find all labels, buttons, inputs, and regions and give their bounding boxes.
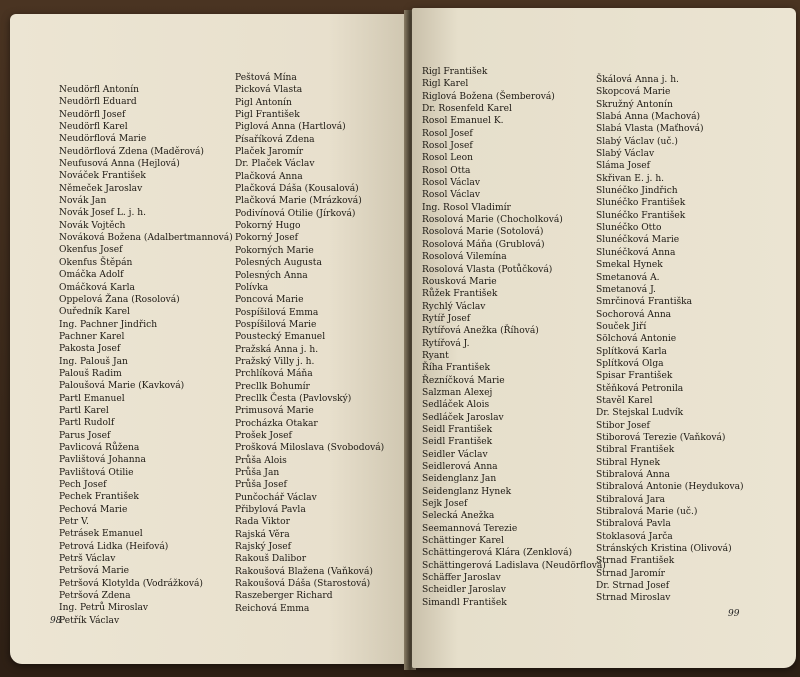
name-entry: Slunéčko František <box>596 198 686 209</box>
name-entry: Petršová Klotylda (Vodrážková) <box>59 578 203 589</box>
name-entry: Slunéčková Marie <box>596 235 680 246</box>
name-entry: Stibralová Antonie (Heydukova) <box>596 482 744 493</box>
name-entry: Pachner Karel <box>59 331 125 342</box>
name-entry: Skřivan E. j. h. <box>596 173 665 184</box>
name-entry: Slámа Josef <box>596 161 651 172</box>
name-entry: Rytířová Anežka (Říhová) <box>422 326 539 337</box>
name-entry: Riglová Božena (Šemberová) <box>422 91 555 102</box>
name-entry: Plačková Anna <box>235 171 303 182</box>
name-entry: Stránských Kristina (Olivová) <box>596 544 732 555</box>
name-entry: Smetanová A. <box>596 272 660 283</box>
name-entry: Rakoušová Dáša (Starostová) <box>235 579 371 590</box>
name-entry: Pokorný Josef <box>235 233 298 244</box>
name-entry: Stibralová Jara <box>596 494 666 505</box>
name-entry: Němeček Jaroslav <box>59 183 143 194</box>
name-entry: Schättingerová Klára (Zenklová) <box>422 548 573 559</box>
right-column-1 <box>422 66 606 609</box>
name-entry: Neudörfl Josef <box>59 109 126 120</box>
name-entry: Dr. Plaček Václav <box>235 159 315 170</box>
name-entry: Sedláček Jaroslav <box>422 412 504 423</box>
name-entry: Punčochář Václav <box>235 492 317 503</box>
name-entry: Písaříková Zdena <box>235 134 315 145</box>
name-entry: Rosol Václav <box>422 190 480 201</box>
right-page <box>412 8 796 668</box>
name-entry: Petrš Václav <box>59 554 116 565</box>
name-entry: Pechek František <box>59 492 139 503</box>
name-entry: Pech Josef <box>59 480 107 490</box>
name-entry: Okenfus Štěpán <box>59 257 133 268</box>
name-entry: Stibralová Marie (uč.) <box>596 507 698 518</box>
name-entry: Souček Jiří <box>596 321 647 332</box>
name-entry: Rychlý Václav <box>422 301 486 312</box>
name-entry: Prošková Miloslava (Svobodová) <box>235 443 385 454</box>
name-entry: Schättingerová Ladislava (Neudörflová) <box>422 560 606 571</box>
name-entry: Říha František <box>422 363 490 374</box>
name-entry: Rajská Věra <box>235 529 290 540</box>
name-entry: Raszeberger Richard <box>235 591 333 602</box>
name-entry: Řezníčková Marie <box>422 375 505 386</box>
name-entry: Pokorný Hugo <box>235 221 301 232</box>
name-entry: Pechová Marie <box>59 504 128 515</box>
name-entry: Paloušová Marie (Kavková) <box>59 381 185 392</box>
name-entry: Dr. Stejskal Ludvík <box>596 408 684 419</box>
name-entry: Rosol Leon <box>422 153 474 164</box>
left-page <box>10 14 408 664</box>
name-entry: Stavěl Karel <box>596 395 653 406</box>
name-entry: Ing. Petrů Miroslav <box>59 603 149 614</box>
name-entry: Stibral František <box>596 445 675 456</box>
name-entry: Ing. Pachner Jindřich <box>59 319 158 330</box>
name-entry: Partl Karel <box>59 405 109 416</box>
name-entry: Sölchová Antonie <box>596 334 677 345</box>
name-entry: Pospíšilová Emma <box>235 307 319 318</box>
name-entry: Neudörfl Eduard <box>59 97 137 108</box>
name-entry: Palouš Radim <box>59 368 122 379</box>
name-entry: Petr V. <box>59 517 89 528</box>
name-entry: Rigl Karel <box>422 79 469 90</box>
name-entry: Petršová Marie <box>59 566 130 577</box>
name-entry: Rosol Emanuel K. <box>422 116 504 127</box>
name-entry: Ryant <box>422 350 449 361</box>
name-entry: Průša Jan <box>235 468 280 478</box>
name-entry: Prošek Josef <box>235 430 292 441</box>
name-entry: Pavlištová Otilie <box>59 467 134 478</box>
name-entry: Ing. Rosol Vladimír <box>422 202 511 213</box>
name-entry: Rosol Václav <box>422 178 480 189</box>
name-entry: Růžek František <box>422 289 498 300</box>
name-entry: Seidl František <box>422 437 493 448</box>
name-entry: Spisar František <box>596 371 673 382</box>
name-entry: Picková Vlasta <box>235 85 303 96</box>
name-entry: Schäffer Jaroslav <box>422 573 501 584</box>
name-entry: Rosol Josef <box>422 141 473 152</box>
name-entry: Precllk Česta (Pavlovský) <box>235 393 352 404</box>
name-entry: Skružný Antonín <box>596 99 673 110</box>
name-entry: Stibralová Pavla <box>596 519 671 530</box>
name-entry: Neudörfl Antonín <box>59 85 139 95</box>
name-entry: Partl Emanuel <box>59 393 125 404</box>
name-entry: Stěňková Petronila <box>596 383 684 394</box>
name-entry: Sochorová Anna <box>596 309 672 320</box>
name-entry: Seemannová Terezie <box>422 523 518 534</box>
name-entry: Rosolová Marie (Sotolová) <box>422 227 544 238</box>
name-entry: Průša Josef <box>235 480 287 491</box>
name-entry: Petrásek Emanuel <box>59 529 143 540</box>
name-entry: Strnad Jaromír <box>596 568 665 579</box>
name-entry: Pražská Anna j. h. <box>235 344 319 355</box>
name-entry: Rajský Josef <box>235 542 292 553</box>
name-entry: Neufusová Anna (Hejlová) <box>59 159 180 170</box>
name-entry: Novák Jan <box>59 196 107 207</box>
name-entry: Rosol Josef <box>422 128 473 139</box>
name-entry: Škálová Anna j. h. <box>596 75 679 85</box>
name-entry: Reichová Emma <box>235 603 310 614</box>
name-entry: Pakosta Josef <box>59 344 121 355</box>
name-entry: Pavlištová Johanna <box>59 455 146 466</box>
name-entry: Sejk Josef <box>422 499 468 510</box>
name-entry: Rosolová Vlasta (Potůčková) <box>422 264 553 275</box>
name-entry: Rosolová Vilemína <box>422 252 507 263</box>
name-entry: Stiborová Terezie (Vaňková) <box>596 432 726 443</box>
name-entry: Selecká Anežka <box>422 511 495 522</box>
name-entry: Seidenglanz Hynek <box>422 486 512 497</box>
name-entry: Rosol Otta <box>422 165 471 176</box>
name-entry: Poncová Marie <box>235 295 304 306</box>
name-entry: Rytíř Josef <box>422 313 471 324</box>
name-entry: Novák Josef L. j. h. <box>59 208 146 219</box>
name-entry: Seidl František <box>422 424 493 435</box>
name-entry: Schättinger Karel <box>422 536 504 547</box>
name-entry: Sedláček Alois <box>422 400 490 411</box>
name-entry: Skopcová Marie <box>596 87 671 98</box>
name-entry: Přibylová Pavla <box>235 505 306 516</box>
name-entry: Prchlíková Máňa <box>235 369 313 380</box>
name-entry: Strnad Miroslav <box>596 593 671 604</box>
name-entry: Parus Josef <box>59 430 111 441</box>
right-column-2 <box>596 74 744 605</box>
name-entry: Salzman Alexej <box>422 387 493 398</box>
name-entry: Plaček Jaromír <box>235 147 304 158</box>
name-entry: Pokorných Marie <box>235 245 314 256</box>
name-entry: Petřík Václav <box>59 615 120 626</box>
name-entry: Pigl František <box>235 110 300 121</box>
name-entry: Polívka <box>235 282 269 293</box>
name-entry: Ouředník Karel <box>59 307 130 318</box>
name-entry: Rytířová J. <box>422 338 470 349</box>
name-entry: Ing. Palouš Jan <box>59 356 128 367</box>
name-entry: Stibralová Anna <box>596 470 670 480</box>
name-entry: Plačková Dáša (Kousalová) <box>235 184 359 195</box>
name-entry: Stoklasová Jarča <box>596 531 673 542</box>
name-entry: Pražský Villy j. h. <box>235 356 315 367</box>
name-entry: Podivínová Otilie (Jírková) <box>235 208 356 219</box>
name-entry: Novák Vojtěch <box>59 220 126 231</box>
name-entry: Poustecký Emanuel <box>235 332 326 343</box>
name-entry: Nováček František <box>59 171 146 182</box>
name-entry: Stibral Hynek <box>596 457 660 468</box>
name-entry: Partl Rudolf <box>59 418 115 429</box>
name-entry: Seidler Václav <box>422 449 488 460</box>
name-entry: Seidenglanz Jan <box>422 474 497 485</box>
name-entry: Omáčka Adolf <box>59 270 124 281</box>
name-entry: Slunéčko Jindřich <box>596 186 678 197</box>
name-entry: Peštová Mína <box>235 73 297 83</box>
name-entry: Rousková Marie <box>422 276 497 287</box>
name-entry: Splítková Olga <box>596 358 664 369</box>
name-entry: Seidlerová Anna <box>422 462 498 472</box>
name-entry: Slabá Vlasta (Maťhová) <box>596 124 704 135</box>
name-entry: Omáčková Karla <box>59 282 135 293</box>
name-entry: Petršová Zdena <box>59 591 131 602</box>
name-entry: Polesných Anna <box>235 270 308 281</box>
name-entry: Slabá Anna (Machová) <box>596 112 701 123</box>
name-entry: Slunéčko Otto <box>596 223 662 234</box>
left-column-1 <box>59 84 233 627</box>
name-entry: Splítková Karla <box>596 346 667 357</box>
name-entry: Pavlicová Růžena <box>59 442 140 453</box>
name-entry: Precllk Bohumír <box>235 381 310 392</box>
name-entry: Rosolová Máňa (Grublová) <box>422 239 545 250</box>
name-entry: Slabý Václav <box>596 149 655 160</box>
name-entry: Slunéčková Anna <box>596 247 676 258</box>
name-entry: Piglová Anna (Hartlová) <box>235 122 346 133</box>
name-entry: Smekal Hynek <box>596 260 663 271</box>
name-entry: Scheidler Jaroslav <box>422 585 506 596</box>
name-entry: Rosolová Marie (Chocholková) <box>422 215 563 226</box>
name-entry: Stibor Josef <box>596 420 650 431</box>
name-entry: Plačková Marie (Mrázková) <box>235 196 362 207</box>
page-number-right: 99 <box>728 609 740 619</box>
name-entry: Průša Alois <box>235 455 287 466</box>
name-entry: Polesných Augusta <box>235 258 322 269</box>
name-entry: Nováková Božena (Adalbertmannová) <box>59 233 233 244</box>
name-entry: Petrová Lidka (Heifová) <box>59 541 169 552</box>
name-entry: Simandl František <box>422 597 507 608</box>
name-entry: Rada Viktor <box>235 517 290 528</box>
name-entry: Pospíšilová Marie <box>235 319 317 330</box>
name-entry: Okenfus Josef <box>59 245 123 256</box>
name-entry: Rakoušová Blažena (Vaňková) <box>235 566 373 577</box>
name-entry: Neudörflová Marie <box>59 134 147 145</box>
name-entry: Strnad František <box>596 556 675 567</box>
name-entry: Primusová Marie <box>235 406 314 417</box>
name-entry: Dr. Rosenfeld Karel <box>422 104 512 115</box>
name-entry: Smrčinová Františka <box>596 297 693 308</box>
name-entry: Pigl Antonín <box>235 97 292 108</box>
page-number-left: 98 <box>50 616 62 626</box>
name-entry: Neudörflová Zdena (Maděrová) <box>59 146 204 157</box>
name-entry: Procházka Otakar <box>235 418 318 429</box>
name-entry: Dr. Strnad Josef <box>596 581 670 592</box>
name-entry: Oppelová Žana (Rosolová) <box>59 294 180 305</box>
name-entry: Rakouš Dalibor <box>235 554 307 565</box>
name-entry: Rigl František <box>422 67 488 77</box>
name-entry: Smetanová J. <box>596 284 656 295</box>
name-entry: Slunéčko František <box>596 210 686 221</box>
name-entry: Slabý Václav (uč.) <box>596 136 678 147</box>
name-entry: Neudörfl Karel <box>59 122 128 133</box>
left-column-2 <box>235 72 384 615</box>
